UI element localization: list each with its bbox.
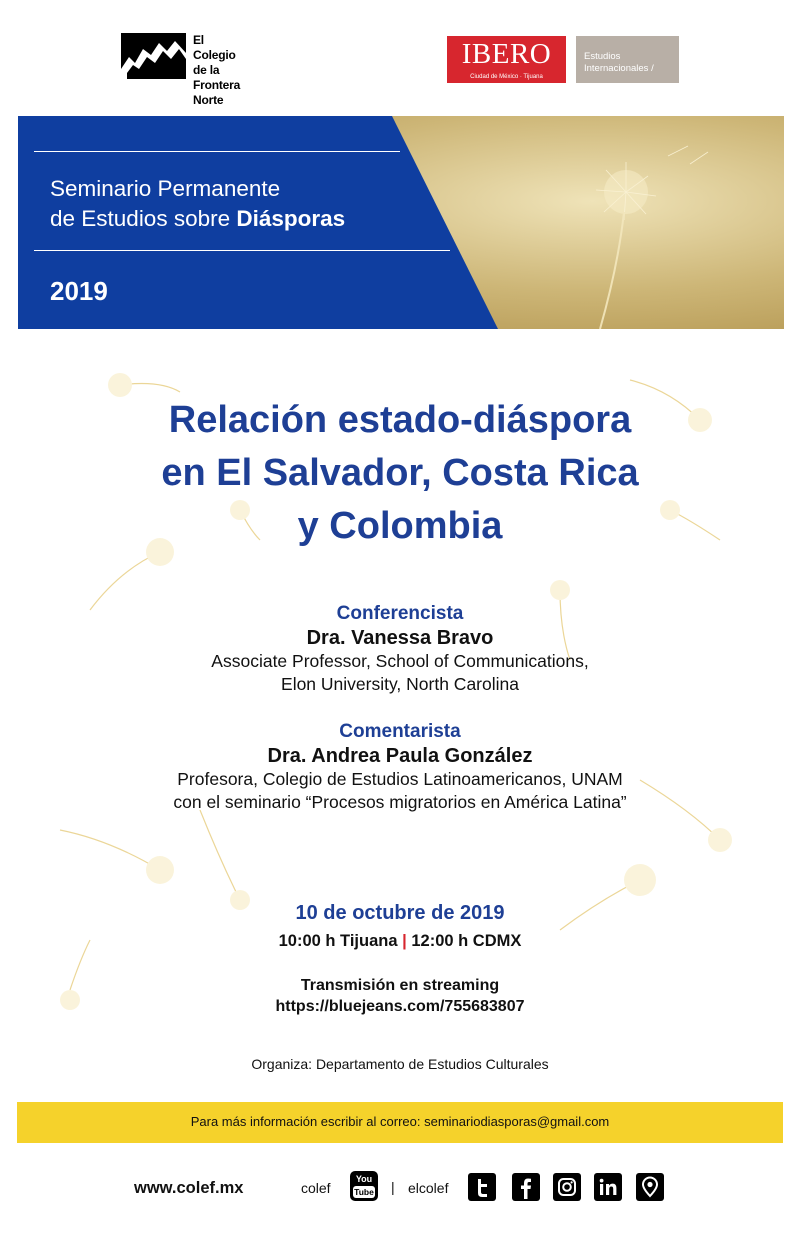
youtube-icon-tube: Tube [354,1187,374,1197]
event-title [0,394,800,553]
stream-label: Transmisión en streaming [300,977,500,994]
instagram-icon[interactable] [553,1173,581,1201]
organizer-text: Organiza: Departamento de Estudios Culturales [251,1056,549,1072]
colef-line-2: de la Frontera [193,63,241,92]
estudios-internacionales-logo [576,36,679,83]
speaker-name: Dra. Vanessa Bravo [306,627,494,649]
location-pin-icon[interactable] [636,1173,664,1201]
social-handle: elcolef [408,1180,449,1196]
event-times [0,932,800,951]
facebook-icon[interactable] [512,1173,540,1201]
colef-logo-text [193,33,241,108]
time-cdmx: 12:00 h CDMX [411,932,522,950]
commentator-section [0,721,800,814]
linkedin-icon[interactable] [594,1173,622,1201]
youtube-icon[interactable] [350,1171,378,1201]
twitter-icon[interactable] [468,1173,496,1201]
seminar-title [50,174,345,234]
seminar-title-strong: Diásporas [236,206,346,231]
time-separator: | [402,932,407,950]
event-title-line-2: en El Salvador, Costa Rica [161,452,639,494]
ibero-subtitle: Ciudad de México · Tijuana [470,74,543,80]
event-date: 10 de octubre de 2019 [295,902,505,924]
streaming-info [0,975,800,1017]
seminar-title-line-1: Seminario Permanente [50,176,281,201]
youtube-icon-you: You [355,1174,373,1184]
colef-mountain-icon [121,33,186,79]
speaker-affiliation-line-1: Associate Professor, School of Communications, [211,651,589,671]
event-title-line-1: Relación estado-diáspora [168,399,632,441]
speaker-affiliation-line-2: Elon University, North Carolina [281,674,519,694]
speaker-section [0,603,800,696]
stream-link[interactable]: https://bluejeans.com/755683807 [275,998,525,1015]
commentator-name: Dra. Andrea Paula González [267,745,533,767]
contact-email-text[interactable]: Para más información escribir al correo: seminariodiasporas@gmail.com [190,1114,610,1129]
event-title-line-3: y Colombia [297,505,503,547]
time-tijuana: 10:00 h Tijuana [278,932,398,950]
seminar-banner [18,116,784,329]
seminar-year: 2019 [50,276,108,306]
youtube-handle: colef [301,1180,331,1196]
speaker-role: Conferencista [336,603,464,624]
colef-line-1: El Colegio [193,33,236,62]
ibero-logo [447,36,566,83]
website-link[interactable]: www.colef.mx [134,1179,244,1197]
commentator-role: Comentarista [339,721,461,742]
ibero-name: IBERO [461,38,552,70]
commentator-affiliation-line-2: con el seminario “Procesos migratorios en América Latina” [173,792,627,812]
contact-info-bar [17,1102,783,1143]
banner-mid-rule [34,250,450,251]
banner-top-rule [34,151,400,152]
estudios-line-1: Estudios [584,51,621,62]
footer-separator: | [391,1179,395,1195]
seminar-title-line-2: de Estudios sobre [50,206,237,231]
commentator-affiliation-line-1: Profesora, Colegio de Estudios Latinoamericanos, UNAM [177,769,623,789]
colef-logo [121,33,241,107]
estudios-line-2: Internacionales / [584,63,654,74]
colef-line-3: Norte [193,93,224,107]
